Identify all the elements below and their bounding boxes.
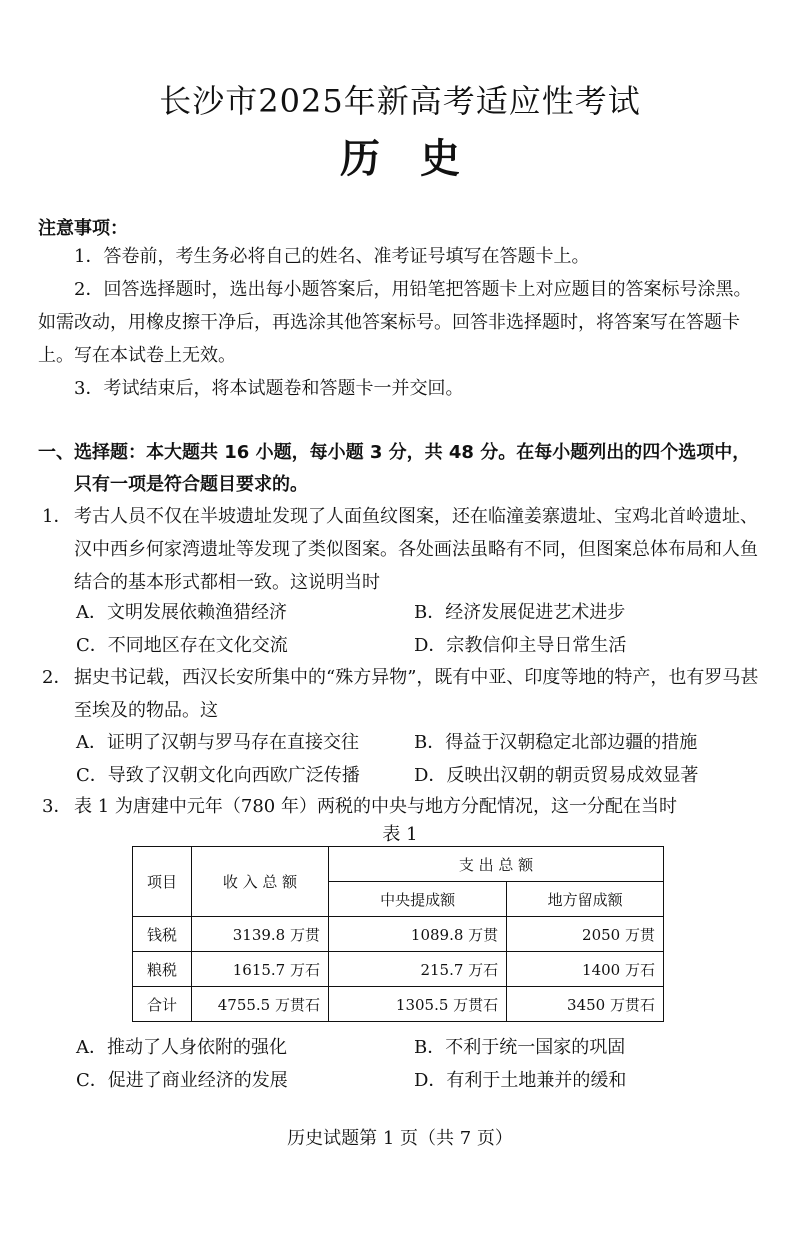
- header-item: 项目: [133, 847, 192, 917]
- exam-title: 长沙市2025年新高考适应性考试: [159, 82, 641, 120]
- question-2-options-row-2: [76, 759, 766, 792]
- cell-local: 1400 万石: [507, 952, 664, 987]
- question-2: [38, 661, 768, 727]
- notice-item-2: 2．回答选择题时，选出每小题答案后，用铅笔把答题卡上对应题目的答案标号涂黑。如需改动，用橡皮擦干净后，再选涂其他答案标号。回答非选择题时，将答案写在答题卡上。写在本试卷上无效。: [38, 279, 752, 366]
- question-3: [38, 790, 768, 823]
- header-expense: 支 出 总 额: [329, 847, 664, 882]
- cell-local: 2050 万贯: [507, 917, 664, 952]
- table-caption: 表 1: [382, 824, 418, 845]
- section-heading-text: 一、选择题：本大题共 16 小题，每小题 3 分，共 48 分。在每小题列出的四个选项中，只有一项是符合题目要求的。: [38, 442, 751, 495]
- question-stem: 考古人员不仅在半坡遗址发现了人面鱼纹图案，还在临潼姜寨遗址、宝鸡北首岭遗址、汉中西乡何家湾遗址等发现了类似图案。各处画法虽略有不同，但图案总体布局和人鱼结合的基本形式都相一致。这说明当时: [74, 506, 758, 593]
- tax-distribution-table: [132, 846, 664, 1022]
- question-number: 3．: [42, 796, 72, 817]
- cell-income: 1615.7 万石: [192, 952, 329, 987]
- cell-local: 3450 万贯石: [507, 987, 664, 1022]
- header-income: 收 入 总 额: [192, 847, 329, 917]
- notice-item-1: 1．答卷前，考生务必将自己的姓名、准考证号填写在答题卡上。: [74, 246, 590, 267]
- option-b[interactable]: B．得益于汉朝稳定北部边疆的措施: [414, 732, 698, 753]
- notice-heading: 注意事项：: [38, 218, 128, 239]
- option-d[interactable]: D．宗教信仰主导日常生活: [414, 635, 627, 656]
- header-local: 地方留成额: [507, 882, 664, 917]
- section-heading: [38, 437, 768, 501]
- table-row: [133, 952, 664, 987]
- option-b[interactable]: B．不利于统一国家的巩固: [414, 1037, 626, 1058]
- notice-item-3: 3．考试结束后，将本试题卷和答题卡一并交回。: [74, 378, 464, 399]
- table-row: [133, 917, 664, 952]
- cell-item: 合计: [133, 987, 192, 1022]
- question-1-options-row-2: [76, 629, 766, 662]
- option-d[interactable]: D．反映出汉朝的朝贡贸易成效显著: [414, 765, 699, 786]
- page-footer: 历史试题第 1 页（共 7 页）: [287, 1128, 513, 1149]
- option-c[interactable]: C．促进了商业经济的发展: [76, 1070, 288, 1091]
- cell-income: 4755.5 万贯石: [192, 987, 329, 1022]
- cell-income: 3139.8 万贯: [192, 917, 329, 952]
- option-a[interactable]: A．证明了汉朝与罗马存在直接交往: [76, 732, 359, 753]
- option-a[interactable]: A．文明发展依赖渔猎经济: [76, 602, 287, 623]
- question-1: [38, 500, 768, 599]
- option-c[interactable]: C．导致了汉朝文化向西欧广泛传播: [76, 765, 360, 786]
- question-3-options-row-2: [76, 1064, 766, 1097]
- table-header-row: [133, 847, 664, 882]
- question-1-options-row-1: [76, 596, 766, 629]
- option-b[interactable]: B．经济发展促进艺术进步: [414, 602, 626, 623]
- question-number: 1．: [42, 506, 72, 527]
- question-stem: 表 1 为唐建中元年（780 年）两税的中央与地方分配情况，这一分配在当时: [74, 796, 677, 817]
- header-central: 中央提成额: [329, 882, 507, 917]
- option-a[interactable]: A．推动了人身依附的强化: [76, 1037, 287, 1058]
- question-3-options-row-1: [76, 1031, 766, 1064]
- subject-title: 历史: [340, 135, 500, 182]
- question-2-options-row-1: [76, 726, 766, 759]
- cell-item: 钱税: [133, 917, 192, 952]
- cell-central: 1305.5 万贯石: [329, 987, 507, 1022]
- question-number: 2．: [42, 667, 72, 688]
- cell-item: 粮税: [133, 952, 192, 987]
- cell-central: 215.7 万石: [329, 952, 507, 987]
- table-row: [133, 987, 664, 1022]
- option-d[interactable]: D．有利于土地兼并的缓和: [414, 1070, 627, 1091]
- cell-central: 1089.8 万贯: [329, 917, 507, 952]
- question-stem: 据史书记载，西汉长安所集中的“殊方异物”，既有中亚、印度等地的特产，也有罗马甚至埃及的物品。这: [74, 667, 759, 721]
- option-c[interactable]: C．不同地区存在文化交流: [76, 635, 288, 656]
